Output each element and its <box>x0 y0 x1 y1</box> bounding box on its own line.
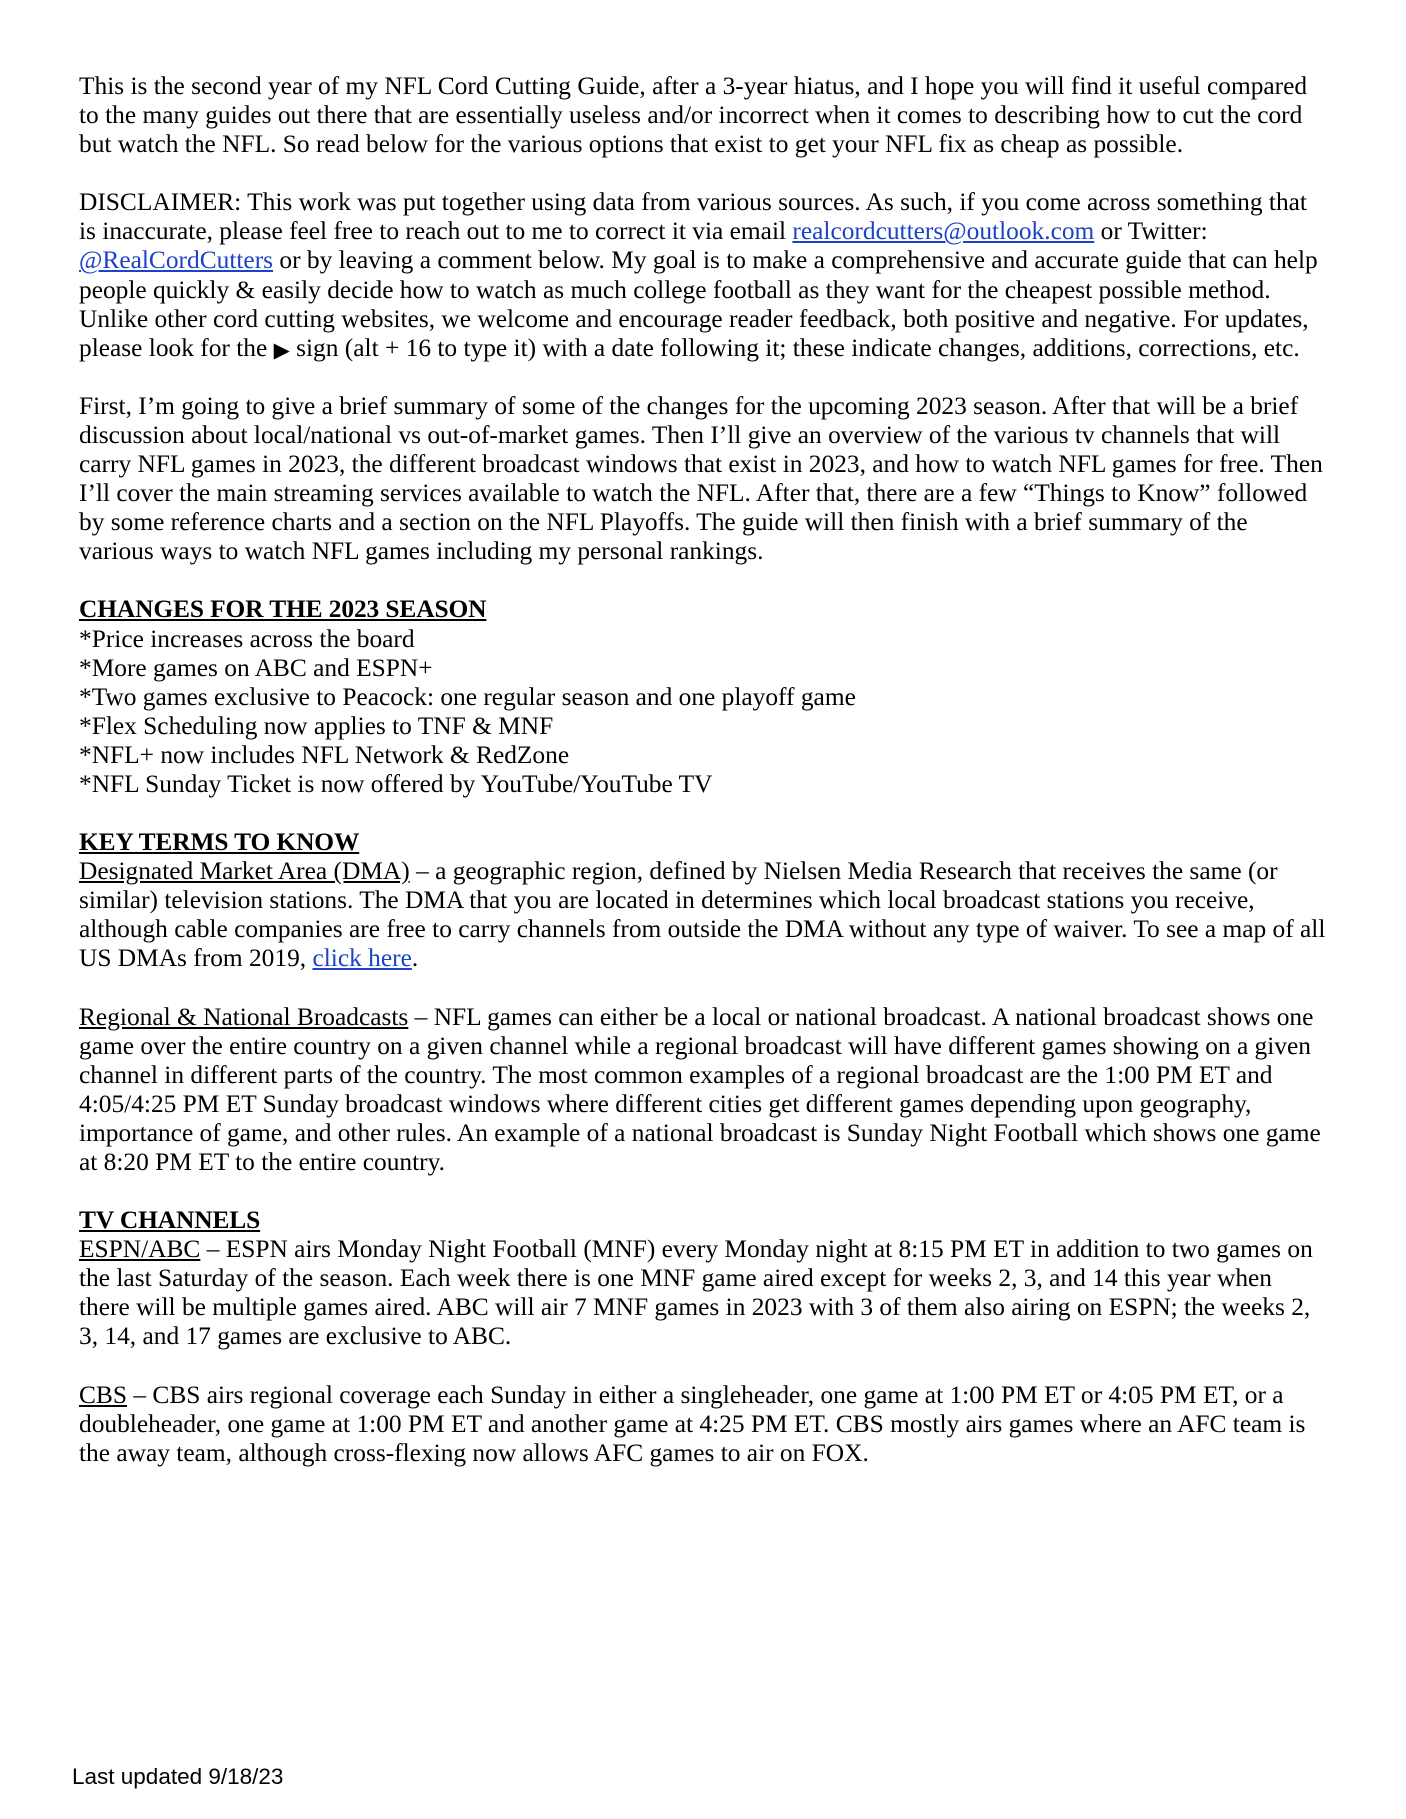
cbs-paragraph <box>79 1381 1327 1468</box>
email-link[interactable]: realcordcutters@outlook.com <box>792 217 1095 246</box>
espn-abc-text: – ESPN airs Monday Night Football (MNF) every Monday night at 8:15 PM ET in addition to two games on the last Saturday of the season. Each week there is one MNF game aired except for weeks 2, 3, and 14 this year when there will be multiple games aired. ABC will air 7 MNF games in 2023 with 3 of them also airing on ESPN; the weeks 2, 3, 14, and 17 games are exclusive to ABC. <box>79 1235 1313 1351</box>
change-item: *Price increases across the board <box>79 624 415 653</box>
change-item: *NFL Sunday Ticket is now offered by YouTube/YouTube TV <box>79 769 713 798</box>
overview-paragraph: First, I’m going to give a brief summary of some of the changes for the upcoming 2023 season. After that will be a brief discussion about local/national vs out-of-market games. Then I’ll give an overview of the various tv channels that will carry NFL games in 2023, the different broadcast windows that exist in 2023, and how to watch NFL games for free. Then I’ll cover the main streaming services available to watch the NFL. After that, there are a few “Things to Know” followed by some reference charts and a section on the NFL Playoffs. The guide will then finish with a brief summary of the various ways to watch NFL games including my personal rankings. <box>79 391 1323 566</box>
spacer <box>79 799 1327 828</box>
twitter-link[interactable]: @RealCordCutters <box>79 246 274 275</box>
disclaimer-text-part-2: or Twitter: <box>1094 217 1208 246</box>
change-item: *Flex Scheduling now applies to TNF & MNF <box>79 711 554 740</box>
change-item: *NFL+ now includes NFL Network & RedZone <box>79 740 570 769</box>
document-body <box>79 72 1327 1468</box>
intro-paragraph: This is the second year of my NFL Cord Cutting Guide, after a 3-year hiatus, and I hope you will find it useful compared to the many guides out there that are essentially useless and/or incorrect when it comes to describing how to cut the cord but watch the NFL. So read below for the various options that exist to get your NFL fix as cheap as possible. <box>79 72 1308 159</box>
regional-national-paragraph <box>79 1003 1327 1178</box>
term-espn-abc: ESPN/ABC <box>79 1235 201 1264</box>
espn-abc-paragraph <box>79 1235 1327 1351</box>
last-updated-footer: Last updated 9/18/23 <box>72 1764 284 1789</box>
disclaimer-paragraph <box>79 188 1327 363</box>
dma-definition-paragraph <box>79 857 1327 973</box>
dma-text-part-1: – a geographic region, defined by Nielsen Media Research that receives the same (or similar) television stations. The DMA that you are located in determines which local broadcast stations you receive, although cable companies are free to carry channels from outside the DMA without any type of waiver. To see a map of all US DMAs from 2019, <box>79 857 1326 973</box>
regional-national-text: – NFL games can either be a local or national broadcast. A national broadcast shows one game over the entire country on a given channel while a regional broadcast will have different games showing on a given channel in different parts of the country. The most common examples of a regional broadcast are the 1:00 PM ET and 4:05/4:25 PM ET Sunday broadcast windows where different cities get different games depending upon geography, importance of game, and other rules. An example of a national broadcast is Sunday Night Football which shows one game at 8:20 PM ET to the entire country. <box>79 1002 1321 1176</box>
dma-map-click-here-link[interactable]: click here <box>312 944 412 973</box>
heading-changes-for-2023-season: CHANGES FOR THE 2023 SEASON <box>79 595 487 624</box>
dma-text-part-2: . <box>411 944 419 973</box>
heading-tv-channels: TV CHANNELS <box>79 1206 261 1235</box>
disclaimer-text-part-4: sign (alt + 16 to type it) with a date following it; these indicate changes, additions, corrections, etc. <box>289 333 1300 362</box>
term-cbs: CBS <box>79 1380 127 1409</box>
term-regional-national-broadcasts: Regional & National Broadcasts <box>79 1002 409 1031</box>
change-item: *Two games exclusive to Peacock: one regular season and one playoff game <box>79 682 856 711</box>
disclaimer-text-part-3: or by leaving a comment below. My goal is to make a comprehensive and accurate guide that can help people quickly & easily decide how to watch as much college football as they want for the cheapest possible method. Unlike other cord cutting websites, we welcome and encourage reader feedback, both positive and negative. For updates, please look for the <box>79 246 1318 362</box>
heading-key-terms-to-know: KEY TERMS TO KNOW <box>79 828 360 857</box>
cbs-text: – CBS airs regional coverage each Sunday in either a singleheader, one game at 1:00 PM ET or 4:05 PM ET, or a doubleheader, one game at 1:00 PM ET and another game at 4:25 PM ET. CBS mostly airs games where an AFC team is the away team, although cross-flexing now allows AFC games to air on FOX. <box>79 1380 1306 1467</box>
right-triangle-icon: ▶ <box>273 337 290 362</box>
change-item: *More games on ABC and ESPN+ <box>79 653 433 682</box>
disclaimer-text-part-1: DISCLAIMER: This work was put together using data from various sources. As such, if you come across something that is inaccurate, please feel free to reach out to me to correct it via email <box>79 188 1307 246</box>
term-designated-market-area: Designated Market Area (DMA) <box>79 857 410 886</box>
